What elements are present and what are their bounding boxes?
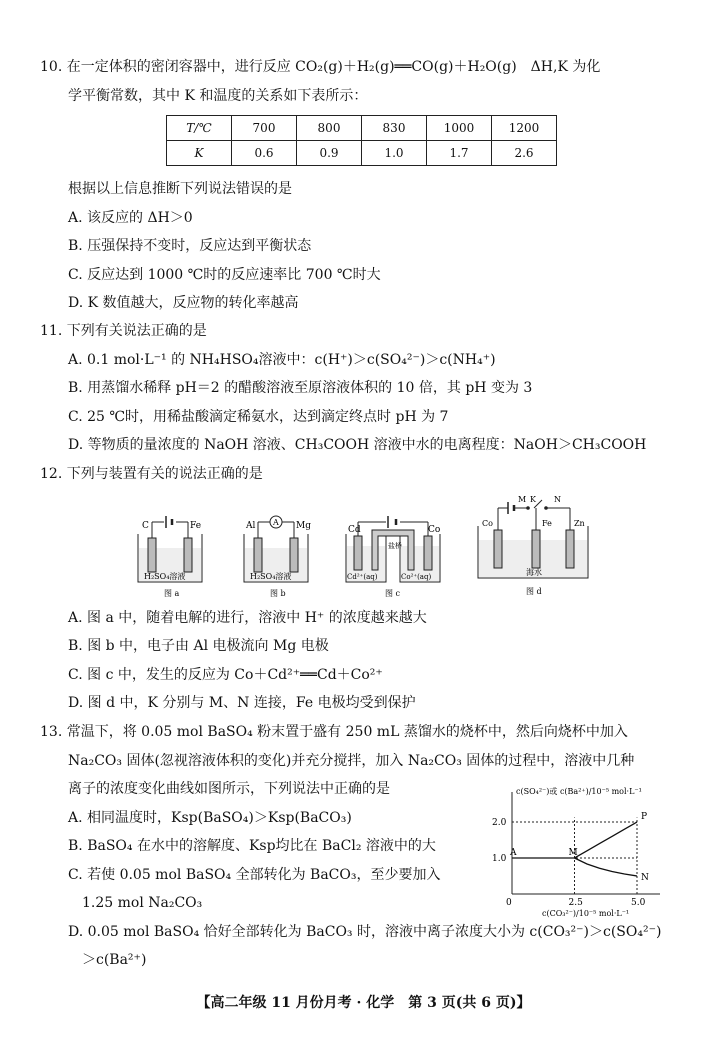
table-cell: 0.9 — [297, 141, 362, 166]
q12-option-a: A. 图 a 中，随着电解的进行，溶液中 H⁺ 的浓度越来越大 — [68, 610, 427, 626]
figure-c-right-label: Co — [428, 525, 441, 535]
q13-option-c-line1: C. 若使 0.05 mol BaSO₄ 全部转化为 BaCO₃，至少要加入 — [68, 867, 441, 883]
figure-a-electrolysis-cell — [130, 512, 210, 600]
x-tick-label: 0 — [506, 898, 512, 908]
figure-d-zn-label: Zn — [574, 519, 585, 528]
point-label: M — [568, 848, 578, 858]
table-cell: 800 — [297, 116, 362, 141]
figure-d-k-label: K — [530, 495, 536, 504]
y-tick-label: 2.0 — [492, 818, 507, 828]
q12-option-d: D. 图 d 中，K 分别与 M、N 连接，Fe 电极均受到保护 — [68, 695, 416, 711]
figure-d-co-label: Co — [482, 519, 493, 528]
x-tick-label: 2.5 — [568, 898, 583, 908]
figure-a-left-label: C — [142, 521, 149, 531]
series-line — [575, 858, 638, 876]
table-cell: 1.7 — [427, 141, 492, 166]
figure-c-bridge-label: 盐桥 — [388, 542, 402, 550]
q13-concentration-chart — [490, 784, 666, 920]
figure-d-m-label: M — [518, 495, 527, 504]
table-cell: 1.0 — [362, 141, 427, 166]
table-cell: 700 — [232, 116, 297, 141]
q11-stem: 11. 下列有关说法正确的是 — [40, 323, 207, 339]
table-cell: T/℃ — [167, 116, 232, 141]
q12-option-c: C. 图 c 中，发生的反应为 Co＋Cd²⁺══Cd＋Co²⁺ — [68, 667, 383, 683]
point-label: N — [641, 873, 649, 883]
point-label: A — [510, 848, 517, 858]
figure-b-solution-label: H₂SO₄溶液 — [250, 572, 292, 581]
point-label: P — [641, 812, 648, 822]
q10-option-d: D. K 数值越大，反应物的转化率越高 — [68, 295, 299, 311]
figure-c-left-solution-label: Cd²⁺(aq) — [347, 573, 378, 581]
table-cell: 2.6 — [492, 141, 557, 166]
figure-c-left-label: Cd — [348, 525, 361, 535]
q13-stem-line1: 13. 常温下，将 0.05 mol BaSO₄ 粉末置于盛有 250 mL 蒸馏水的烧杯中，然后向烧杯中加入 — [40, 724, 628, 740]
figure-c-salt-bridge-cell — [340, 506, 446, 600]
page-footer: 【高二年级 11 月份月考 · 化学 第 3 页(共 6 页)】 — [196, 995, 531, 1011]
figure-b-ammeter-label: A — [273, 518, 279, 527]
q10-option-a: A. 该反应的 ΔH＞0 — [68, 210, 193, 226]
q10-k-table — [166, 115, 557, 166]
table-cell: K — [167, 141, 232, 166]
q10-stem-line2: 学平衡常数，其中 K 和温度的关系如下表所示： — [68, 88, 368, 104]
figure-b-caption: 图 b — [270, 589, 286, 598]
q13-option-c-line2: 1.25 mol Na₂CO₃ — [82, 895, 203, 911]
q13-option-b: B. BaSO₄ 在水中的溶解度、Ksp均比在 BaCl₂ 溶液中的大 — [68, 838, 436, 854]
figure-d-fe-label: Fe — [542, 519, 552, 528]
q11-option-c: C. 25 ℃时，用稀盐酸滴定稀氨水，达到滴定终点时 pH 为 7 — [68, 409, 449, 425]
figure-a-right-label: Fe — [190, 521, 202, 531]
q10-option-b: B. 压强保持不变时，反应达到平衡状态 — [68, 238, 312, 254]
table-row — [167, 141, 557, 166]
figure-a-solution-label: H₂SO₄溶液 — [144, 572, 186, 581]
q10-prompt: 根据以上信息推断下列说法错误的是 — [68, 181, 292, 197]
figure-a-caption: 图 a — [164, 589, 180, 598]
table-cell: 0.6 — [232, 141, 297, 166]
q13-option-a: A. 相同温度时，Ksp(BaSO₄)＞Ksp(BaCO₃) — [68, 810, 352, 826]
q12-stem: 12. 下列与装置有关的说法正确的是 — [40, 466, 263, 482]
table-row — [167, 116, 557, 141]
q11-option-b: B. 用蒸馏水稀释 pH＝2 的醋酸溶液至原溶液体积的 10 倍，其 pH 变为 3 — [68, 380, 533, 396]
figure-b-right-label: Mg — [296, 521, 311, 531]
q12-option-b: B. 图 b 中，电子由 Al 电极流向 Mg 电极 — [68, 638, 329, 654]
figure-d-corrosion-protection — [470, 494, 596, 600]
q11-option-d: D. 等物质的量浓度的 NaOH 溶液、CH₃COOH 溶液中水的电离程度：NaOH＞CH₃COOH — [68, 437, 647, 453]
q10-option-c: C. 反应达到 1000 ℃时的反应速率比 700 ℃时大 — [68, 267, 381, 283]
q13-stem-line3: 离子的浓度变化曲线如图所示，下列说法中正确的是 — [68, 781, 390, 797]
x-axis-label: c(CO₃²⁻)/10⁻⁵ mol·L⁻¹ — [542, 909, 630, 918]
q13-stem-line2: Na₂CO₃ 固体(忽视溶液体积的变化)并充分搅拌，加入 Na₂CO₃ 固体的过程中，溶液中几种 — [68, 753, 635, 769]
figure-b-left-label: Al — [246, 521, 256, 531]
q11-option-a: A. 0.1 mol·L⁻¹ 的 NH₄HSO₄溶液中：c(H⁺)＞c(SO₄²⁻)＞c(NH₄⁺) — [68, 352, 496, 368]
figure-d-n-label: N — [554, 495, 561, 504]
q13-option-d-line2: ＞c(Ba²⁺) — [82, 952, 147, 968]
table-cell: 1000 — [427, 116, 492, 141]
q10-stem-line1: 10. 在一定体积的密闭容器中，进行反应 CO₂(g)＋H₂(g)══CO(g)＋H₂O(g) ΔH,K 为化 — [40, 59, 601, 75]
figure-c-right-solution-label: Co²⁺(aq) — [401, 573, 432, 581]
q13-option-d-line1: D. 0.05 mol BaSO₄ 恰好全部转化为 BaCO₃ 时，溶液中离子浓度大小为 c(CO₃²⁻)＞c(SO₄²⁻) — [68, 924, 662, 940]
table-cell: 1200 — [492, 116, 557, 141]
figure-d-caption: 图 d — [526, 587, 542, 596]
figure-b-galvanic-cell — [236, 512, 316, 600]
x-tick-label: 5.0 — [631, 898, 646, 908]
y-axis-label: c(SO₄²⁻)或 c(Ba²⁺)/10⁻⁵ mol·L⁻¹ — [516, 787, 642, 796]
y-tick-label: 1.0 — [492, 854, 507, 864]
figure-c-caption: 图 c — [385, 589, 401, 598]
figure-d-solution-label: 海水 — [526, 568, 542, 577]
table-cell: 830 — [362, 116, 427, 141]
